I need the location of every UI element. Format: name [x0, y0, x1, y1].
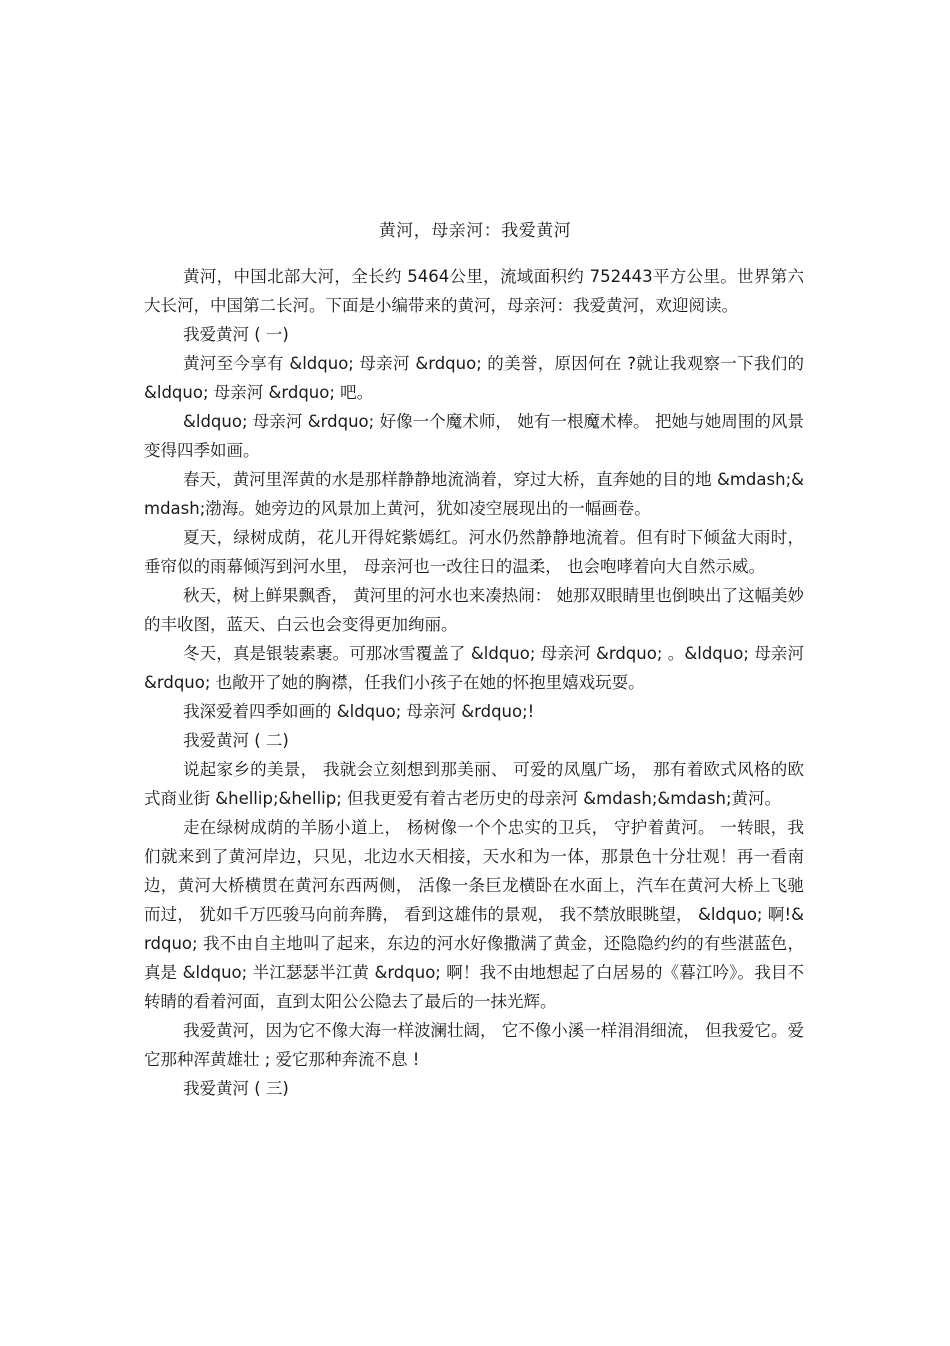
- paragraph: 夏天，绿树成荫，花儿开得姹紫嫣红。河水仍然静静地流着。但有时下倾盆大雨时，垂帘似的雨幕倾泻到河水里， 母亲河也一改往日的温柔， 也会咆哮着向大自然示威。: [144, 528, 804, 576]
- paragraph: 我爱黄河，因为它不像大海一样波澜壮阔， 它不像小溪一样涓涓细流， 但我爱它。爱它那种浑黄雄壮 ; 爱它那种奔流不息 !: [144, 1021, 804, 1069]
- document-title: 黄河，母亲河：我爱黄河: [378, 221, 572, 241]
- paragraph: 秋天，树上鲜果飘香， 黄河里的河水也来凑热闹： 她那双眼睛里也倒映出了这幅美妙的丰收图，蓝天、白云也会变得更加绚丽。: [144, 586, 804, 634]
- paragraph: &ldquo; 母亲河 &rdquo; 好像一个魔术师， 她有一根魔术棒。 把她与她周围的风景变得四季如画。: [144, 412, 804, 460]
- paragraph: 我深爱着四季如画的 &ldquo; 母亲河 &rdquo;!: [183, 702, 535, 721]
- paragraph: 春天，黄河里浑黄的水是那样静静地流淌着，穿过大桥，直奔她的目的地 &mdash;&mdash;渤海。她旁边的风景加上黄河，犹如凌空展现出的一幅画卷。: [144, 470, 804, 518]
- paragraph: 冬天，真是银装素裹。可那冰雪覆盖了 &ldquo; 母亲河 &rdquo; 。&ldquo; 母亲河 &rdquo; 也敞开了她的胸襟，任我们小孩子在她的怀抱里嬉戏玩耍。: [144, 644, 804, 692]
- document-body: [144, 262, 804, 1103]
- paragraph: 走在绿树成荫的羊肠小道上， 杨树像一个个忠实的卫兵， 守护着黄河。 一转眼，我们就来到了黄河岸边，只见，北边水天相接，天水和为一体，那景色十分壮观！再一看南边，黄河大桥横贯在黄河东西两侧， 活像一条巨龙横卧在水面上，汽车在黄河大桥上飞驰而过， 犹如千万匹骏马向前奔腾， 看到这雄伟的景观， 我不禁放眼眺望， &ldquo; 啊!&rdquo; 我不由自主地叫了起来，东边的河水好像撒满了黄金，还隐隐约约的有些湛蓝色，真是 &ldquo; 半江瑟瑟半江黄 &rdquo; 啊！我不由地想起了白居易的《暮江吟》。我目不转睛的看着河面，直到太阳公公隐去了最后的一抹光辉。: [144, 818, 804, 1011]
- paragraph: 黄河至今享有 &ldquo; 母亲河 &rdquo; 的美誉，原因何在 ?就让我观察一下我们的 &ldquo; 母亲河 &rdquo; 吧。: [144, 354, 804, 402]
- section-heading: 我爱黄河 ( 二): [183, 731, 289, 750]
- section-heading: 我爱黄河 ( 一): [183, 325, 289, 344]
- section-heading: 我爱黄河 ( 三): [183, 1079, 289, 1098]
- paragraph: 说起家乡的美景， 我就会立刻想到那美丽、 可爱的凤凰广场， 那有着欧式风格的欧式商业街 &hellip;&hellip; 但我更爱有着古老历史的母亲河 &mdash;&mdash;黄河。: [144, 760, 804, 808]
- paragraph: 黄河，中国北部大河，全长约 5464公里，流域面积约 752443平方公里。世界第六大长河，中国第二长河。下面是小编带来的黄河，母亲河：我爱黄河，欢迎阅读。: [144, 267, 804, 315]
